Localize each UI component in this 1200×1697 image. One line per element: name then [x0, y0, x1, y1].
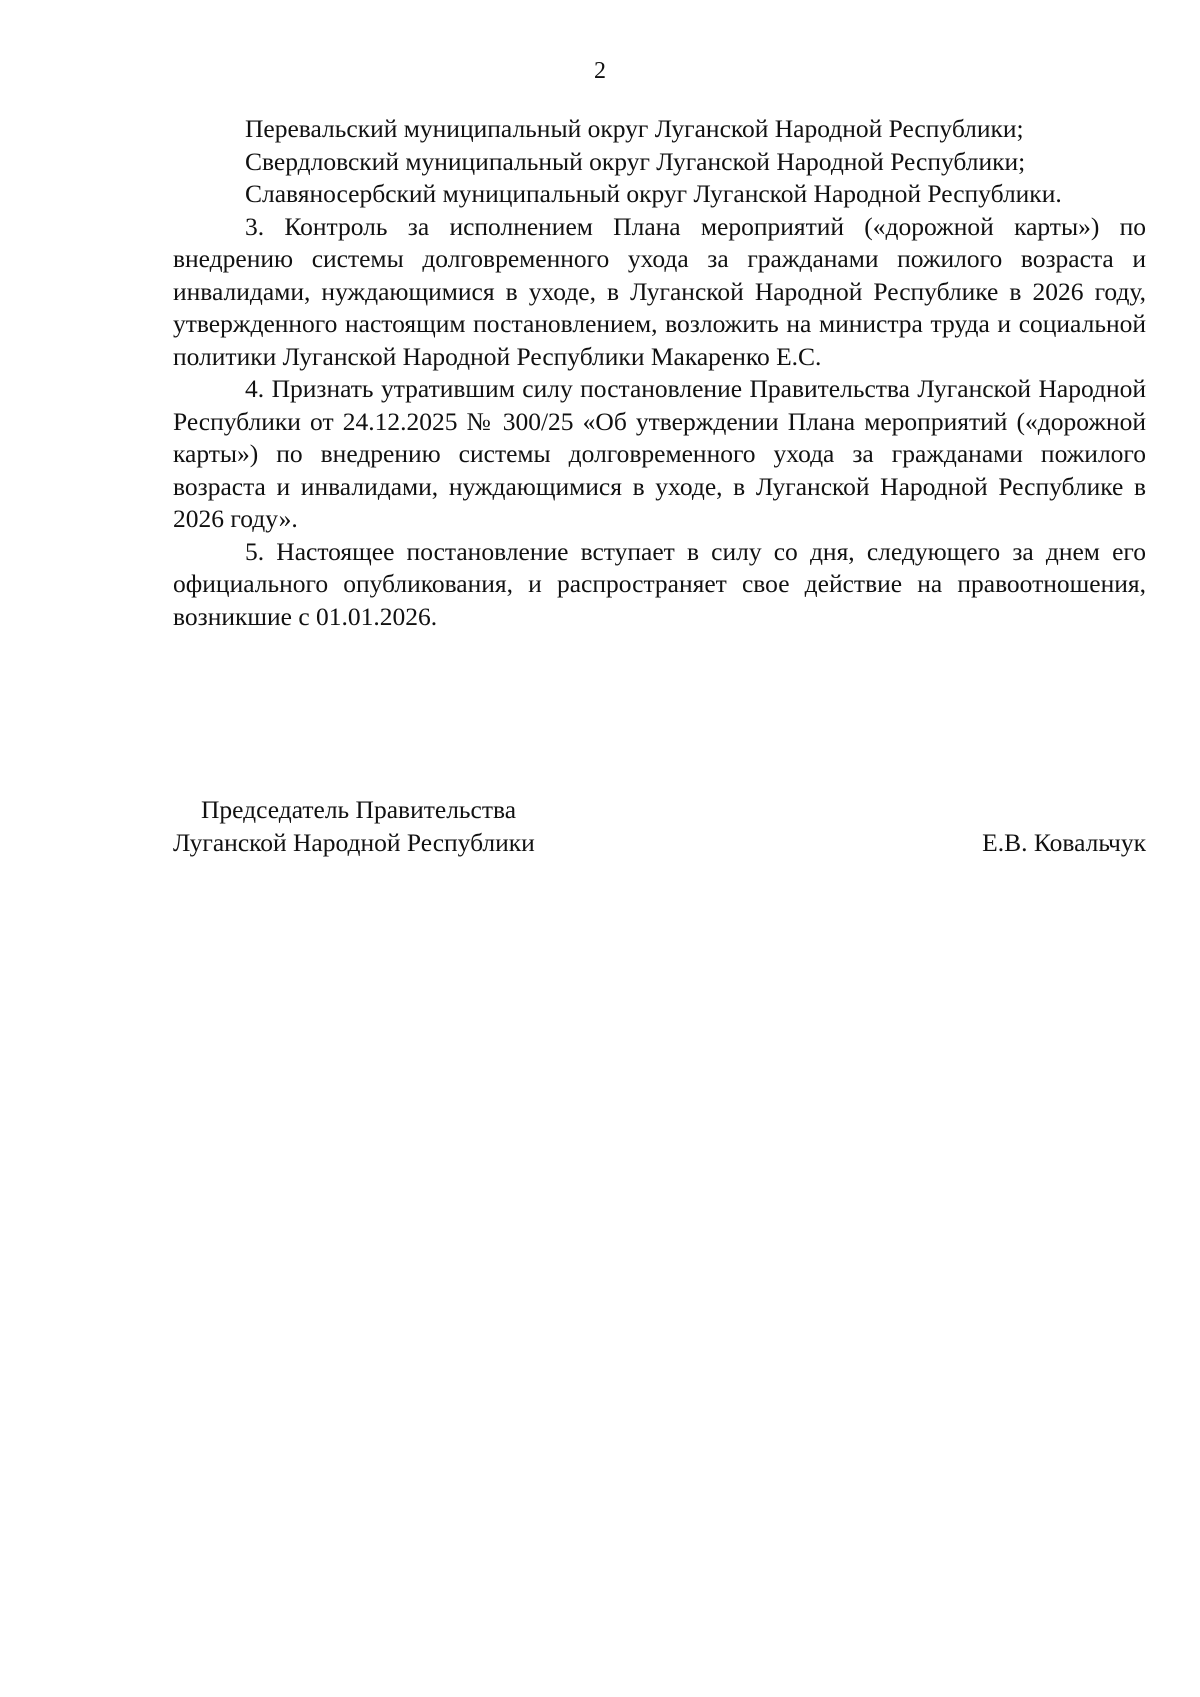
- signatory-title-line2: Луганской Народной Республики: [173, 827, 535, 857]
- document-body: [173, 113, 1146, 633]
- paragraph-item: Свердловский муниципальный округ Луганской Народной Республики;: [245, 146, 1026, 176]
- signatory-name: Е.В. Ковальчук: [982, 827, 1146, 857]
- paragraph-item: Славяносербский муниципальный округ Луганской Народной Республики.: [245, 179, 1062, 208]
- signature-block: [173, 794, 1146, 859]
- paragraph-item: Перевальский муниципальный округ Луганской Народной Республики;: [245, 114, 1024, 143]
- paragraph-item: 4. Признать утратившим силу постановление Правительства Луганской Народной Республики от 24.12.2025 № 300/25 «Об утверждении Плана мероприятий («дорожной карты») по внедрению системы долговременного ухода за гражданами пожилого возраста и инвалидами, нуждающимися в уходе, в Луганской Народной Республике в 2026 году».: [173, 374, 1146, 533]
- signature-row: [173, 827, 1146, 860]
- signatory-title-line1: Председатель Правительства: [201, 795, 517, 824]
- paragraph-item: 5. Настоящее постановление вступает в силу со дня, следующего за днем его официального опубликования, и распространяет свое действие на правоотношения, возникшие с 01.01.2026.: [173, 536, 1146, 631]
- page-number: 2: [594, 58, 606, 84]
- paragraph-item: 3. Контроль за исполнением Плана мероприятий («дорожной карты») по внедрению системы долговременного ухода за гражданами пожилого возраста и инвалидами, нуждающимися в уходе, в Луганской Народной Республике в 2026 году, утвержденного настоящим постановлением, возложить на министра труда и социальной политики Луганской Народной Республики Макаренко Е.С.: [173, 211, 1146, 371]
